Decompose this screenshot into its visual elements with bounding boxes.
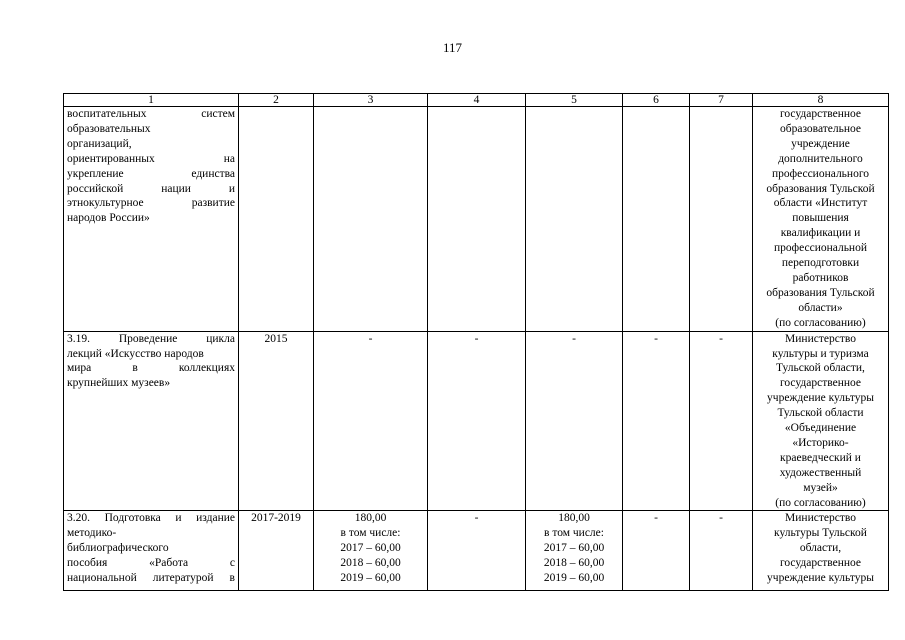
event-description-cell (64, 511, 239, 591)
executor-cell-line: области» (798, 301, 843, 314)
description-word: образовательных (67, 122, 151, 135)
description-word: развитие (191, 197, 235, 210)
total-funding-cell-line: - (368, 332, 373, 345)
description-word: мира (67, 362, 92, 375)
description-word: российской (67, 182, 124, 195)
description-word: цикла (206, 332, 235, 345)
description-word: 3.19. (67, 332, 90, 345)
executor-cell-line: учреждение (791, 137, 850, 150)
federal-budget-cell-value: - (474, 332, 479, 345)
executor-cell-line: культуры и туризма (772, 347, 869, 360)
executor-cell-line: квалификации и (780, 227, 861, 240)
description-word: нации (161, 182, 191, 195)
total-funding-cell-line: в том числе: (340, 527, 401, 540)
executor-cell (753, 331, 889, 511)
column-number-5: 5 (526, 94, 623, 107)
column-number-8: 8 (753, 94, 889, 107)
period-cell (239, 107, 314, 332)
description-line (67, 167, 235, 182)
other-sources-cell (690, 107, 753, 332)
description-word: литературой (152, 572, 214, 585)
total-funding-cell-line: 2017 – 60,00 (340, 542, 401, 555)
description-word: ориентированных (67, 152, 155, 165)
executor-cell-line: дополнительного (778, 152, 863, 165)
column-number-4: 4 (428, 94, 526, 107)
description-word: единства (191, 167, 235, 180)
executor-cell-line: образования Тульской (766, 286, 875, 299)
regional-budget-cell (526, 107, 623, 332)
executor-cell-line: работников (792, 271, 849, 284)
description-word: на (223, 152, 235, 165)
other-sources-cell (690, 331, 753, 511)
executor-cell-line: образования Тульской (766, 182, 875, 195)
description-line (67, 571, 235, 586)
executor-cell-line: культуры Тульской (774, 527, 867, 540)
column-number-6: 6 (623, 94, 690, 107)
description-line (67, 332, 235, 347)
other-sources-cell-value: - (719, 512, 723, 525)
other-sources-cell-value: - (719, 332, 723, 345)
description-word: воспитательных (67, 108, 147, 120)
regional-budget-cell (526, 331, 623, 511)
description-line (67, 152, 235, 167)
description-line (67, 211, 235, 226)
executor-cell-line: области «Институт (773, 197, 868, 210)
executor-cell-line: (по согласованию) (775, 316, 866, 329)
description-line (67, 137, 235, 152)
description-word: пособия (67, 557, 108, 570)
period-cell-value: 2017-2019 (251, 512, 301, 525)
description-line (67, 526, 235, 541)
description-word: методико- (67, 527, 117, 540)
total-funding-cell (314, 107, 428, 332)
period-cell-value: 2015 (264, 332, 288, 345)
description-word: библиографического (67, 542, 169, 555)
plan-table (63, 93, 889, 591)
regional-budget-cell (526, 511, 623, 591)
executor-cell-line: Министерство (785, 512, 856, 525)
executor-cell-line: Министерство (785, 332, 856, 345)
column-number-3: 3 (314, 94, 428, 107)
regional-budget-cell-line: в том числе: (544, 527, 604, 540)
description-word: и (175, 512, 182, 525)
column-number-1: 1 (64, 94, 239, 107)
local-budget-cell (623, 331, 690, 511)
executor-cell-line: учреждение культуры (767, 572, 874, 585)
column-number-2: 2 (239, 94, 314, 107)
description-word: национальной (67, 572, 137, 585)
description-line (67, 107, 235, 122)
executor-cell-line: «Объединение (784, 422, 857, 435)
total-funding-cell (314, 331, 428, 511)
federal-budget-cell (428, 331, 526, 511)
executor-cell-line: государственное (779, 377, 862, 390)
total-funding-cell-line: 2019 – 60,00 (340, 572, 401, 585)
regional-budget-cell-line: 180,00 (558, 512, 590, 525)
description-word: в (132, 362, 138, 375)
description-word: и (228, 182, 235, 195)
local-budget-cell-value: - (654, 332, 658, 345)
executor-cell (753, 511, 889, 591)
executor-cell-line: переподготовки (781, 257, 860, 270)
executor-cell-line: повышения (792, 212, 849, 225)
regional-budget-cell-line: 2017 – 60,00 (543, 542, 605, 555)
description-word: с (229, 557, 235, 570)
executor-cell-line: учреждение культуры (767, 392, 874, 405)
total-funding-cell (314, 511, 428, 591)
other-sources-cell (690, 511, 753, 591)
description-word: 3.20. (67, 512, 90, 525)
executor-cell (753, 107, 889, 332)
description-word: в (229, 572, 235, 585)
description-word: организаций, (67, 137, 132, 150)
description-line (67, 556, 235, 571)
executor-cell-line: Тульской области (777, 407, 864, 420)
description-word: лекций «Искусство народов (67, 347, 204, 360)
description-word: укрепление (67, 167, 124, 180)
description-word: Проведение (118, 332, 178, 345)
local-budget-cell-value: - (654, 512, 658, 525)
local-budget-cell (623, 511, 690, 591)
total-funding-cell-line: 180,00 (354, 512, 387, 525)
description-word: Подготовка (104, 512, 161, 525)
local-budget-cell (623, 107, 690, 332)
table-row (64, 511, 889, 591)
executor-cell-line: профессиональной (773, 242, 867, 255)
executor-cell-line: художественный (779, 466, 862, 479)
description-line (67, 376, 235, 391)
description-word: народов России» (67, 212, 150, 225)
description-word: крупнейших музеев» (67, 377, 171, 390)
description-line (67, 182, 235, 197)
regional-budget-cell-line: - (572, 332, 576, 345)
period-cell (239, 511, 314, 591)
description-line (67, 347, 235, 362)
executor-cell-line: музей» (803, 481, 838, 494)
executor-cell-line: области, (799, 542, 842, 555)
executor-cell-line: «Историко- (792, 436, 849, 449)
table-row (64, 331, 889, 511)
description-line (67, 122, 235, 137)
page-number: 117 (442, 40, 463, 55)
executor-cell-line: профессионального (771, 167, 870, 180)
event-description-cell (64, 107, 239, 332)
description-word: «Работа (149, 557, 189, 570)
column-number-7: 7 (690, 94, 753, 107)
description-line (67, 511, 235, 526)
table-body (64, 107, 889, 591)
executor-cell-line: образовательное (779, 122, 862, 135)
regional-budget-cell-line: 2019 – 60,00 (543, 572, 605, 585)
description-line (67, 541, 235, 556)
description-line (67, 196, 235, 211)
description-line (67, 361, 235, 376)
column-number-row (64, 94, 889, 107)
executor-cell-line: Тульской области, (776, 362, 865, 375)
federal-budget-cell (428, 107, 526, 332)
executor-cell-line: государственное (779, 108, 862, 120)
description-word: этнокультурное (67, 197, 144, 210)
executor-cell-line: государственное (779, 557, 862, 570)
event-description-cell (64, 331, 239, 511)
regional-budget-cell-line: 2018 – 60,00 (543, 557, 605, 570)
federal-budget-cell-value: - (474, 512, 479, 525)
executor-cell-line: краеведческий и (780, 451, 861, 464)
federal-budget-cell (428, 511, 526, 591)
total-funding-cell-line: 2018 – 60,00 (340, 557, 401, 570)
table-row (64, 107, 889, 332)
period-cell (239, 331, 314, 511)
description-word: коллекциях (178, 362, 235, 375)
executor-cell-line: (по согласованию) (775, 496, 866, 509)
description-word: издание (196, 512, 235, 525)
description-word: систем (201, 108, 235, 120)
